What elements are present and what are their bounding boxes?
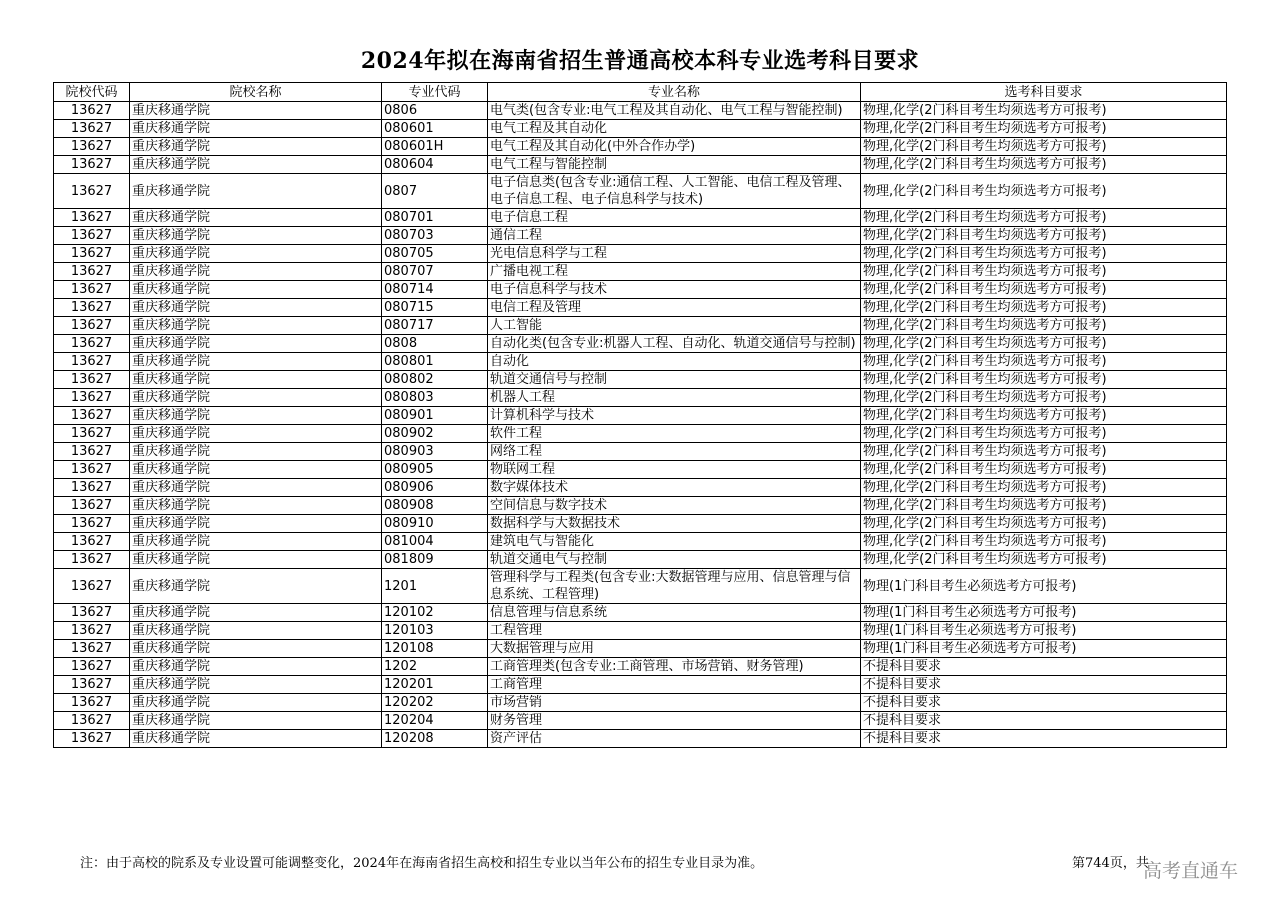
cell-major-name: 财务管理 <box>488 712 861 730</box>
header-school-code: 院校代码 <box>54 83 130 102</box>
cell-school-name: 重庆移通学院 <box>130 425 382 443</box>
cell-major-code: 120204 <box>382 712 488 730</box>
table-row <box>54 389 1227 407</box>
footnote: 注：由于高校的院系及专业设置可能调整变化，2024年在海南省招生高校和招生专业以当年公布的招生专业目录为准。 <box>80 856 764 871</box>
cell-major-name: 资产评估 <box>488 730 861 748</box>
requirements-table <box>53 82 1227 748</box>
cell-major-name: 轨道交通信号与控制 <box>488 371 861 389</box>
cell-requirement: 物理,化学(2门科目考生均须选考方可报考) <box>861 515 1227 533</box>
cell-major-code: 080803 <box>382 389 488 407</box>
cell-major-name: 数据科学与大数据技术 <box>488 515 861 533</box>
table-row <box>54 407 1227 425</box>
cell-major-name: 计算机科学与技术 <box>488 407 861 425</box>
cell-major-name: 工商管理类(包含专业:工商管理、市场营销、财务管理) <box>488 658 861 676</box>
cell-major-code: 080604 <box>382 156 488 174</box>
cell-major-name: 自动化类(包含专业:机器人工程、自动化、轨道交通信号与控制) <box>488 335 861 353</box>
table-row <box>54 263 1227 281</box>
cell-school-code: 13627 <box>54 299 130 317</box>
cell-school-name: 重庆移通学院 <box>130 712 382 730</box>
cell-requirement: 物理,化学(2门科目考生均须选考方可报考) <box>861 102 1227 120</box>
cell-requirement: 物理,化学(2门科目考生均须选考方可报考) <box>861 299 1227 317</box>
table-row <box>54 174 1227 209</box>
cell-school-code: 13627 <box>54 515 130 533</box>
table-row <box>54 335 1227 353</box>
cell-school-code: 13627 <box>54 497 130 515</box>
cell-school-code: 13627 <box>54 353 130 371</box>
cell-major-code: 120102 <box>382 604 488 622</box>
cell-requirement: 物理,化学(2门科目考生均须选考方可报考) <box>861 263 1227 281</box>
cell-school-code: 13627 <box>54 245 130 263</box>
cell-major-code: 0806 <box>382 102 488 120</box>
table-row <box>54 138 1227 156</box>
cell-school-code: 13627 <box>54 389 130 407</box>
table-row <box>54 479 1227 497</box>
cell-school-name: 重庆移通学院 <box>130 209 382 227</box>
cell-school-code: 13627 <box>54 712 130 730</box>
table-row <box>54 569 1227 604</box>
cell-major-code: 080901 <box>382 407 488 425</box>
table-row <box>54 551 1227 569</box>
cell-school-name: 重庆移通学院 <box>130 533 382 551</box>
cell-major-code: 080902 <box>382 425 488 443</box>
cell-major-code: 0808 <box>382 335 488 353</box>
cell-major-code: 120201 <box>382 676 488 694</box>
watermark-text: 高考直通车 <box>1143 860 1239 882</box>
table-header-row <box>54 83 1227 102</box>
table-row <box>54 353 1227 371</box>
cell-requirement: 物理,化学(2门科目考生均须选考方可报考) <box>861 353 1227 371</box>
table-row <box>54 299 1227 317</box>
cell-major-code: 120208 <box>382 730 488 748</box>
cell-major-name: 轨道交通电气与控制 <box>488 551 861 569</box>
cell-school-code: 13627 <box>54 227 130 245</box>
table-row <box>54 658 1227 676</box>
cell-school-name: 重庆移通学院 <box>130 658 382 676</box>
cell-requirement: 物理,化学(2门科目考生均须选考方可报考) <box>861 407 1227 425</box>
table-row <box>54 497 1227 515</box>
cell-major-code: 080701 <box>382 209 488 227</box>
cell-requirement: 物理,化学(2门科目考生均须选考方可报考) <box>861 461 1227 479</box>
cell-major-name: 电气类(包含专业:电气工程及其自动化、电气工程与智能控制) <box>488 102 861 120</box>
table-row <box>54 461 1227 479</box>
cell-school-code: 13627 <box>54 138 130 156</box>
cell-school-code: 13627 <box>54 174 130 209</box>
cell-school-name: 重庆移通学院 <box>130 174 382 209</box>
cell-school-name: 重庆移通学院 <box>130 353 382 371</box>
cell-school-code: 13627 <box>54 694 130 712</box>
cell-requirement: 物理,化学(2门科目考生均须选考方可报考) <box>861 497 1227 515</box>
table-row <box>54 281 1227 299</box>
cell-school-name: 重庆移通学院 <box>130 138 382 156</box>
cell-major-name: 市场营销 <box>488 694 861 712</box>
cell-school-code: 13627 <box>54 479 130 497</box>
cell-major-code: 1202 <box>382 658 488 676</box>
cell-requirement: 物理,化学(2门科目考生均须选考方可报考) <box>861 245 1227 263</box>
table-row <box>54 443 1227 461</box>
cell-major-name: 电子信息工程 <box>488 209 861 227</box>
cell-requirement: 物理,化学(2门科目考生均须选考方可报考) <box>861 425 1227 443</box>
cell-major-name: 光电信息科学与工程 <box>488 245 861 263</box>
cell-school-code: 13627 <box>54 102 130 120</box>
cell-major-name: 机器人工程 <box>488 389 861 407</box>
cell-requirement: 物理,化学(2门科目考生均须选考方可报考) <box>861 227 1227 245</box>
table-row <box>54 317 1227 335</box>
page-title: 2024年拟在海南省招生普通高校本科专业选考科目要求 <box>360 48 920 74</box>
header-major-code: 专业代码 <box>382 83 488 102</box>
table-row <box>54 712 1227 730</box>
cell-school-code: 13627 <box>54 281 130 299</box>
cell-major-code: 1201 <box>382 569 488 604</box>
header-school-name: 院校名称 <box>130 83 382 102</box>
cell-major-code: 120202 <box>382 694 488 712</box>
table-row <box>54 640 1227 658</box>
cell-requirement: 物理,化学(2门科目考生均须选考方可报考) <box>861 120 1227 138</box>
cell-school-name: 重庆移通学院 <box>130 245 382 263</box>
cell-school-code: 13627 <box>54 443 130 461</box>
cell-requirement: 物理,化学(2门科目考生均须选考方可报考) <box>861 281 1227 299</box>
cell-major-code: 080705 <box>382 245 488 263</box>
table-row <box>54 425 1227 443</box>
cell-requirement: 不提科目要求 <box>861 712 1227 730</box>
cell-school-code: 13627 <box>54 156 130 174</box>
cell-major-code: 080908 <box>382 497 488 515</box>
cell-requirement: 物理(1门科目考生必须选考方可报考) <box>861 569 1227 604</box>
cell-requirement: 物理,化学(2门科目考生均须选考方可报考) <box>861 156 1227 174</box>
cell-school-code: 13627 <box>54 461 130 479</box>
cell-major-name: 广播电视工程 <box>488 263 861 281</box>
cell-requirement: 不提科目要求 <box>861 676 1227 694</box>
header-major-name: 专业名称 <box>488 83 861 102</box>
cell-school-name: 重庆移通学院 <box>130 622 382 640</box>
table-row <box>54 102 1227 120</box>
cell-school-code: 13627 <box>54 640 130 658</box>
cell-school-code: 13627 <box>54 209 130 227</box>
cell-school-name: 重庆移通学院 <box>130 299 382 317</box>
cell-major-code: 120103 <box>382 622 488 640</box>
cell-major-code: 081004 <box>382 533 488 551</box>
cell-major-name: 电子信息科学与技术 <box>488 281 861 299</box>
cell-requirement: 物理,化学(2门科目考生均须选考方可报考) <box>861 138 1227 156</box>
cell-major-name: 网络工程 <box>488 443 861 461</box>
cell-major-code: 080717 <box>382 317 488 335</box>
table-row <box>54 730 1227 748</box>
cell-requirement: 物理,化学(2门科目考生均须选考方可报考) <box>861 209 1227 227</box>
cell-requirement: 物理,化学(2门科目考生均须选考方可报考) <box>861 479 1227 497</box>
cell-school-name: 重庆移通学院 <box>130 676 382 694</box>
cell-school-code: 13627 <box>54 658 130 676</box>
cell-school-code: 13627 <box>54 407 130 425</box>
cell-major-code: 080910 <box>382 515 488 533</box>
cell-major-name: 电信工程及管理 <box>488 299 861 317</box>
cell-major-code: 120108 <box>382 640 488 658</box>
cell-major-name: 管理科学与工程类(包含专业:大数据管理与应用、信息管理与信息系统、工程管理) <box>488 569 861 604</box>
table-row <box>54 676 1227 694</box>
cell-requirement: 物理(1门科目考生必须选考方可报考) <box>861 622 1227 640</box>
cell-school-name: 重庆移通学院 <box>130 569 382 604</box>
cell-major-code: 0807 <box>382 174 488 209</box>
table-row <box>54 245 1227 263</box>
cell-requirement: 不提科目要求 <box>861 694 1227 712</box>
table-body <box>54 102 1227 748</box>
table-row <box>54 120 1227 138</box>
cell-school-name: 重庆移通学院 <box>130 443 382 461</box>
cell-school-name: 重庆移通学院 <box>130 120 382 138</box>
cell-school-name: 重庆移通学院 <box>130 497 382 515</box>
cell-major-code: 080703 <box>382 227 488 245</box>
cell-school-code: 13627 <box>54 730 130 748</box>
table-row <box>54 604 1227 622</box>
cell-major-code: 080801 <box>382 353 488 371</box>
cell-major-code: 080715 <box>382 299 488 317</box>
cell-school-name: 重庆移通学院 <box>130 479 382 497</box>
cell-school-code: 13627 <box>54 604 130 622</box>
cell-requirement: 物理,化学(2门科目考生均须选考方可报考) <box>861 551 1227 569</box>
cell-school-name: 重庆移通学院 <box>130 730 382 748</box>
cell-requirement: 物理(1门科目考生必须选考方可报考) <box>861 640 1227 658</box>
cell-school-name: 重庆移通学院 <box>130 227 382 245</box>
table-row <box>54 209 1227 227</box>
table-row <box>54 156 1227 174</box>
cell-requirement: 不提科目要求 <box>861 730 1227 748</box>
cell-school-name: 重庆移通学院 <box>130 317 382 335</box>
cell-major-name: 自动化 <box>488 353 861 371</box>
table-row <box>54 515 1227 533</box>
cell-major-name: 通信工程 <box>488 227 861 245</box>
cell-major-code: 080905 <box>382 461 488 479</box>
cell-school-name: 重庆移通学院 <box>130 407 382 425</box>
cell-school-code: 13627 <box>54 676 130 694</box>
table-row <box>54 694 1227 712</box>
table-row <box>54 227 1227 245</box>
cell-school-code: 13627 <box>54 551 130 569</box>
cell-major-name: 电子信息类(包含专业:通信工程、人工智能、电信工程及管理、电子信息工程、电子信息科学与技术) <box>488 174 861 209</box>
cell-school-code: 13627 <box>54 120 130 138</box>
table-row <box>54 622 1227 640</box>
cell-school-name: 重庆移通学院 <box>130 102 382 120</box>
table-row <box>54 533 1227 551</box>
cell-school-code: 13627 <box>54 335 130 353</box>
cell-major-code: 080903 <box>382 443 488 461</box>
table-row <box>54 371 1227 389</box>
cell-major-name: 电气工程及其自动化 <box>488 120 861 138</box>
cell-requirement: 不提科目要求 <box>861 658 1227 676</box>
cell-major-name: 建筑电气与智能化 <box>488 533 861 551</box>
cell-school-code: 13627 <box>54 533 130 551</box>
cell-major-code: 080714 <box>382 281 488 299</box>
cell-requirement: 物理,化学(2门科目考生均须选考方可报考) <box>861 371 1227 389</box>
cell-requirement: 物理,化学(2门科目考生均须选考方可报考) <box>861 317 1227 335</box>
cell-school-code: 13627 <box>54 317 130 335</box>
cell-school-name: 重庆移通学院 <box>130 263 382 281</box>
cell-major-code: 080601 <box>382 120 488 138</box>
cell-school-code: 13627 <box>54 263 130 281</box>
cell-major-code: 080707 <box>382 263 488 281</box>
cell-school-name: 重庆移通学院 <box>130 461 382 479</box>
cell-major-name: 工商管理 <box>488 676 861 694</box>
cell-major-code: 081809 <box>382 551 488 569</box>
cell-school-code: 13627 <box>54 622 130 640</box>
cell-school-name: 重庆移通学院 <box>130 694 382 712</box>
cell-requirement: 物理,化学(2门科目考生均须选考方可报考) <box>861 335 1227 353</box>
cell-major-name: 大数据管理与应用 <box>488 640 861 658</box>
cell-school-name: 重庆移通学院 <box>130 335 382 353</box>
cell-major-name: 空间信息与数字技术 <box>488 497 861 515</box>
cell-school-name: 重庆移通学院 <box>130 551 382 569</box>
cell-school-code: 13627 <box>54 569 130 604</box>
cell-major-code: 080802 <box>382 371 488 389</box>
cell-major-name: 电气工程及其自动化(中外合作办学) <box>488 138 861 156</box>
cell-school-name: 重庆移通学院 <box>130 371 382 389</box>
cell-school-code: 13627 <box>54 425 130 443</box>
cell-major-name: 工程管理 <box>488 622 861 640</box>
cell-major-name: 数字媒体技术 <box>488 479 861 497</box>
cell-school-name: 重庆移通学院 <box>130 281 382 299</box>
cell-major-name: 物联网工程 <box>488 461 861 479</box>
cell-requirement: 物理(1门科目考生必须选考方可报考) <box>861 604 1227 622</box>
cell-school-code: 13627 <box>54 371 130 389</box>
cell-school-name: 重庆移通学院 <box>130 604 382 622</box>
cell-major-name: 信息管理与信息系统 <box>488 604 861 622</box>
page-number: 第744页，共 <box>1072 856 1149 871</box>
cell-major-code: 080906 <box>382 479 488 497</box>
cell-major-name: 软件工程 <box>488 425 861 443</box>
cell-major-name: 人工智能 <box>488 317 861 335</box>
cell-school-name: 重庆移通学院 <box>130 389 382 407</box>
cell-requirement: 物理,化学(2门科目考生均须选考方可报考) <box>861 389 1227 407</box>
cell-school-name: 重庆移通学院 <box>130 156 382 174</box>
cell-school-name: 重庆移通学院 <box>130 640 382 658</box>
cell-school-name: 重庆移通学院 <box>130 515 382 533</box>
cell-major-code: 080601H <box>382 138 488 156</box>
cell-requirement: 物理,化学(2门科目考生均须选考方可报考) <box>861 533 1227 551</box>
cell-requirement: 物理,化学(2门科目考生均须选考方可报考) <box>861 443 1227 461</box>
cell-requirement: 物理,化学(2门科目考生均须选考方可报考) <box>861 174 1227 209</box>
header-requirement: 选考科目要求 <box>861 83 1227 102</box>
cell-major-name: 电气工程与智能控制 <box>488 156 861 174</box>
